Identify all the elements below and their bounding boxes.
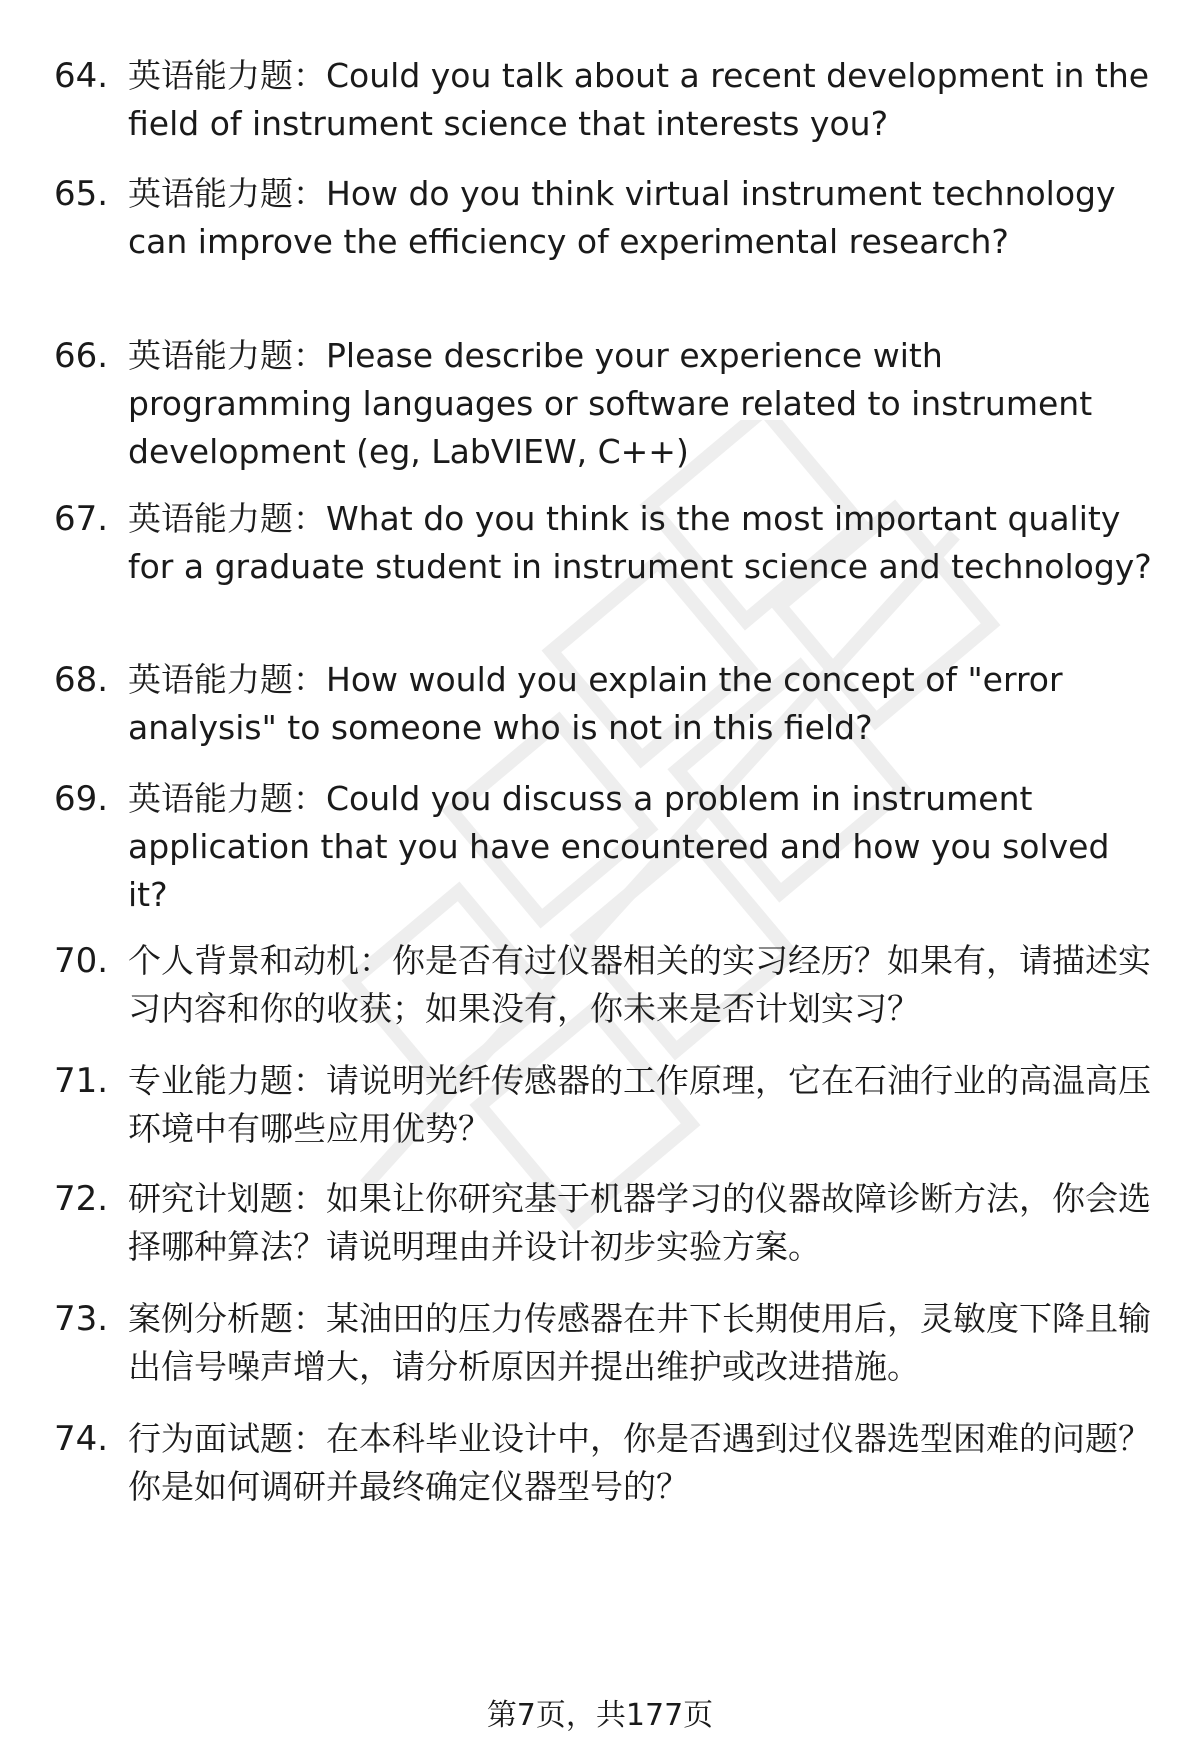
question-number: 73.	[54, 1299, 109, 1339]
question-number: 74.	[54, 1419, 109, 1459]
question-category: 案例分析题：	[128, 1299, 326, 1338]
question-text	[128, 495, 1158, 591]
question-body: How would you explain the concept of "error analysis" to someone who is not in this field?	[128, 660, 1063, 747]
question-text	[128, 1415, 1158, 1511]
question-text	[128, 52, 1158, 148]
question-text	[128, 656, 1158, 752]
question-number: 68.	[54, 660, 109, 700]
question-category: 英语能力题：	[128, 336, 326, 375]
question-body: 你是否有过仪器相关的实习经历？如果有，请描述实习内容和你的收获；如果没有，你未来是否计划实习？	[128, 941, 1151, 1028]
question-text	[128, 1057, 1158, 1153]
question-category: 英语能力题：	[128, 174, 326, 213]
question-number: 70.	[54, 941, 109, 981]
question-text	[128, 937, 1158, 1033]
question-number: 66.	[54, 336, 109, 376]
page-number: 第7页，共177页	[486, 1698, 714, 1733]
question-body: What do you think is the most important quality for a graduate student in instrument science and technology?	[128, 499, 1152, 586]
question-category: 英语能力题：	[128, 779, 326, 818]
question-body: 如果让你研究基于机器学习的仪器故障诊断方法，你会选择哪种算法？请说明理由并设计初步实验方案。	[128, 1179, 1151, 1266]
question-number: 65.	[54, 174, 109, 214]
question-category: 英语能力题：	[128, 56, 326, 95]
question-body: Could you talk about a recent development in the field of instrument science that interests you?	[128, 56, 1150, 143]
question-category: 研究计划题：	[128, 1179, 326, 1218]
question-category: 英语能力题：	[128, 660, 326, 699]
question-number: 71.	[54, 1061, 109, 1101]
question-text	[128, 170, 1158, 266]
question-text	[128, 332, 1158, 476]
question-number: 64.	[54, 56, 109, 96]
question-body: Please describe your experience with programming languages or software related to instrument development (eg, LabVIEW, C++)	[128, 336, 1093, 471]
question-number: 67.	[54, 499, 109, 539]
question-category: 行为面试题：	[128, 1419, 326, 1458]
question-body: 某油田的压力传感器在井下长期使用后，灵敏度下降且输出信号噪声增大，请分析原因并提出维护或改进措施。	[128, 1299, 1151, 1386]
question-category: 专业能力题：	[128, 1061, 326, 1100]
question-text	[128, 1295, 1158, 1391]
question-body: How do you think virtual instrument technology can improve the efficiency of experimental research?	[128, 174, 1116, 261]
question-number: 69.	[54, 779, 109, 819]
question-number: 72.	[54, 1179, 109, 1219]
question-category: 英语能力题：	[128, 499, 326, 538]
question-text	[128, 1175, 1158, 1271]
question-body: 在本科毕业设计中，你是否遇到过仪器选型困难的问题？你是如何调研并最终确定仪器型号的？	[128, 1419, 1151, 1506]
question-body: 请说明光纤传感器的工作原理，它在石油行业的高温高压环境中有哪些应用优势？	[128, 1061, 1151, 1148]
question-body: Could you discuss a problem in instrument application that you have encountered and how you solved it?	[128, 779, 1110, 914]
question-category: 个人背景和动机：	[128, 941, 392, 980]
question-text	[128, 775, 1158, 919]
